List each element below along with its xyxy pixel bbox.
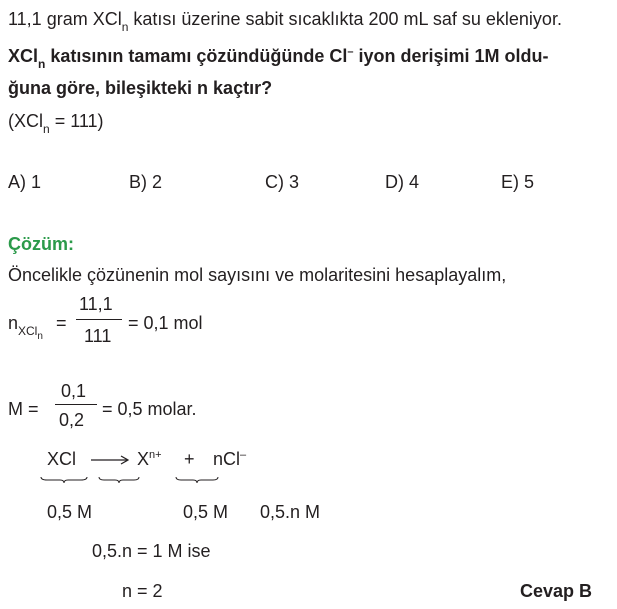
concentration-1: 0,5 M xyxy=(47,502,93,522)
solution-intro: Öncelikle çözünenin mol sayısını ve molaritesini hesaplayalım, xyxy=(8,265,507,285)
mol-lhs-n: n xyxy=(8,313,19,333)
m-result: = 0,5 molar. xyxy=(102,399,197,419)
question-line-1-post: katısı üzerine sabit sıcaklıkta 200 mL saf su ekleniyor. xyxy=(128,9,562,29)
m-numerator: 0,1 xyxy=(61,381,87,401)
question-line-4-post: = 111) xyxy=(49,111,104,131)
concentration-3: 0,5.n M xyxy=(260,502,321,522)
option-c[interactable] xyxy=(265,171,299,193)
m-denominator: 0,2 xyxy=(59,410,85,430)
question-line-4 xyxy=(8,110,104,134)
reaction-product-2 xyxy=(213,448,246,473)
underbrace-product-1-icon xyxy=(99,476,139,484)
concentration-2: 0,5 M xyxy=(183,502,229,522)
reaction-product-2-text: nCl xyxy=(213,449,241,469)
question-line-2-sup: – xyxy=(347,46,354,58)
question-line-2-post: iyon derişimi 1M oldu- xyxy=(353,46,549,66)
question-line-3-text: ğuna göre, bileşikteki n kaçtır? xyxy=(8,78,273,98)
option-b-label: B) 2 xyxy=(129,172,163,192)
option-e[interactable] xyxy=(501,171,534,193)
reaction-plus: + xyxy=(184,449,195,469)
option-d[interactable] xyxy=(385,171,419,193)
mol-fraction-bar xyxy=(76,319,122,320)
question-line-2 xyxy=(8,45,549,70)
m-fraction-bar xyxy=(55,404,97,405)
option-d-label: D) 4 xyxy=(385,172,420,192)
question-line-2-sub: n xyxy=(38,57,46,71)
mol-denominator: 111 xyxy=(84,326,112,346)
question-line-3 xyxy=(8,77,272,99)
option-e-label: E) 5 xyxy=(501,172,535,192)
question-line-2-mid: katısının tamamı çözündüğünde Cl xyxy=(45,46,348,66)
underbrace-reactant-icon xyxy=(41,476,87,484)
equation-1: 0,5.n = 1 M ise xyxy=(92,541,211,561)
solution-title: Çözüm: xyxy=(8,234,74,254)
underbrace-product-2-icon xyxy=(176,476,218,484)
reaction-arrow-icon xyxy=(91,454,131,466)
option-b[interactable] xyxy=(129,171,162,193)
reaction-product-1-sup: n+ xyxy=(149,449,162,461)
question-line-1-sub: n xyxy=(121,20,129,34)
option-a[interactable] xyxy=(8,171,41,193)
question-line-1-pre: 11,1 gram XCl xyxy=(8,9,122,29)
mol-lhs xyxy=(8,312,43,342)
mol-eq: = xyxy=(56,313,67,333)
answer-label: Cevap B xyxy=(520,581,593,601)
option-c-label: C) 3 xyxy=(265,172,300,192)
reaction-product-1 xyxy=(137,448,162,473)
mol-lhs-sub1: XCl xyxy=(18,324,38,338)
mol-lhs-sub2: n xyxy=(37,331,43,342)
equation-2: n = 2 xyxy=(122,581,163,601)
question-line-1 xyxy=(8,8,562,32)
question-line-2-pre: XCl xyxy=(8,46,39,66)
question-line-4-pre: (XCl xyxy=(8,111,43,131)
mol-result: = 0,1 mol xyxy=(128,313,203,333)
reaction-reactant: XCl xyxy=(47,449,77,469)
reaction-product-2-sup: – xyxy=(240,449,247,461)
question-line-4-sub: n xyxy=(43,122,50,136)
mol-numerator: 11,1 xyxy=(79,294,113,314)
option-a-label: A) 1 xyxy=(8,172,42,192)
reaction-product-1-text: X xyxy=(137,449,150,469)
m-lhs: M = xyxy=(8,399,39,419)
